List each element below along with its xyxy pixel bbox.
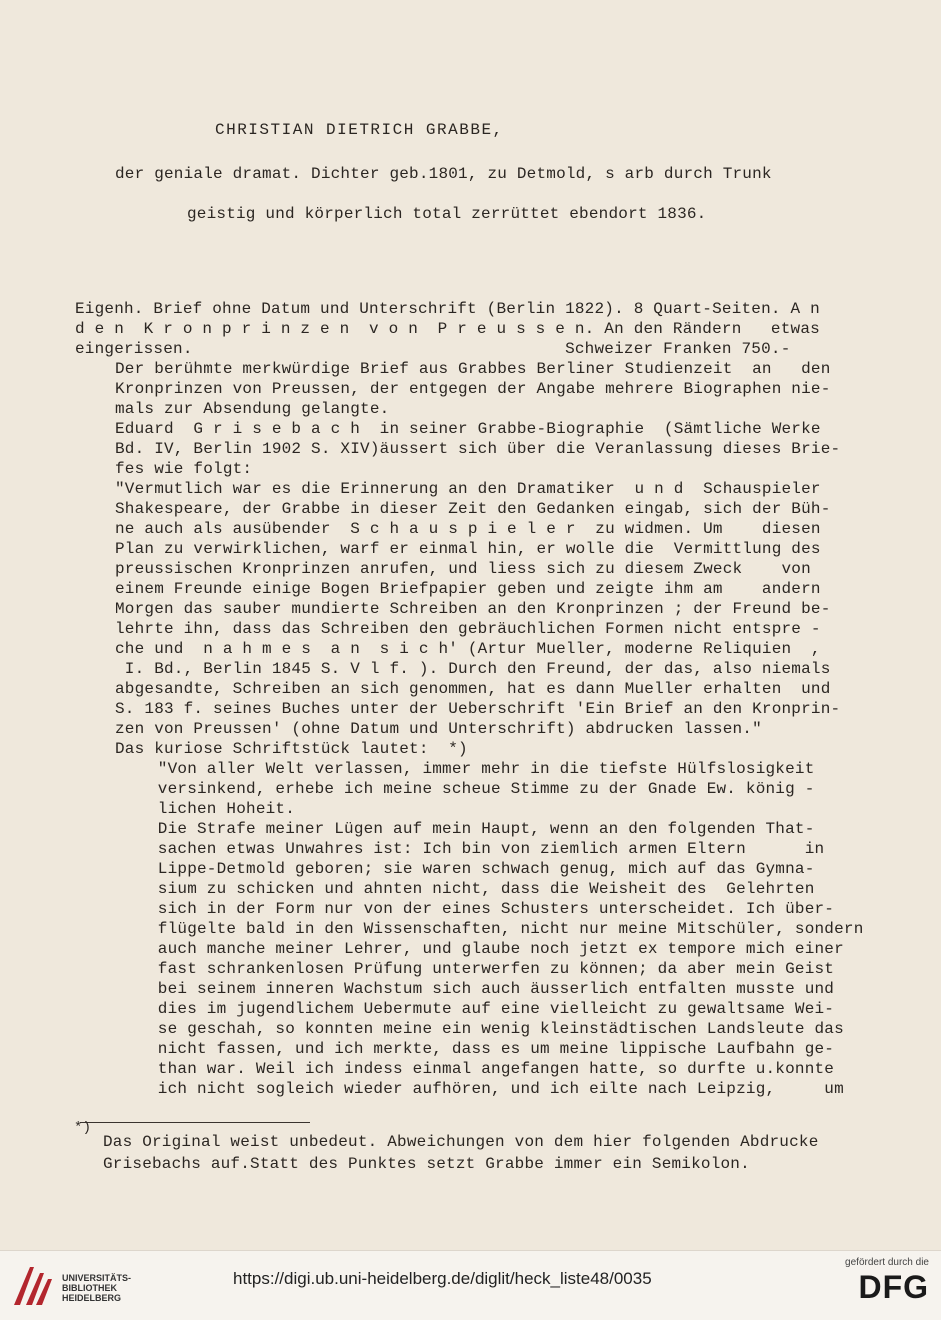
body-line: auch manche meiner Lehrer, und glaube noch jetzt ex tempore mich einer bbox=[148, 940, 844, 958]
document-title: CHRISTIAN DIETRICH GRABBE, bbox=[215, 121, 504, 139]
body-line: fast schrankenlosen Prüfung unterwerfen zu können; da aber mein Geist bbox=[148, 960, 835, 978]
body-line: einem Freunde einige Bogen Briefpapier geben und zeigte ihm am andern bbox=[115, 580, 821, 598]
subtitle-line-1: der geniale dramat. Dichter geb.1801, zu Detmold, s arb durch Trunk bbox=[115, 165, 772, 183]
body-line: Lippe-Detmold geboren; sie waren schwach genug, mich auf das Gymna- bbox=[148, 860, 815, 878]
dfg-logo[interactable]: DFG bbox=[858, 1269, 929, 1305]
body-line: Eduard G r i s e b a c h in seiner Grabbe-Biographie (Sämtliche Werke bbox=[115, 420, 821, 438]
body-line: "Vermutlich war es die Erinnerung an den Dramatiker u n d Schauspieler bbox=[115, 480, 821, 498]
body-line: S. 183 f. seines Buches unter der Ueberschrift 'Ein Brief an den Kronprin- bbox=[115, 700, 841, 718]
library-seal-icon bbox=[10, 1261, 54, 1311]
body-line: Bd. IV, Berlin 1902 S. XIV)äussert sich über die Veranlassung dieses Brie- bbox=[115, 440, 841, 458]
body-line: che und n a h m e s a n s i c h' (Artur Mueller, moderne Reliquien , bbox=[115, 640, 821, 658]
body-line: Kronprinzen von Preussen, der entgegen der Angabe mehrere Biographen nie- bbox=[115, 380, 831, 398]
body-line: sium zu schicken und ahnten nicht, dass die Weisheit des Gelehrten bbox=[148, 880, 815, 898]
body-line: versinkend, erhebe ich meine scheue Stimme zu der Gnade Ew. könig - bbox=[148, 780, 815, 798]
funding-caption: gefördert durch die bbox=[845, 1257, 929, 1268]
body-line: d e n K r o n p r i n z e n v o n P r e u s s e n. An den Rändern etwas bbox=[75, 320, 820, 338]
funder-block bbox=[829, 1257, 929, 1315]
body-line: preussischen Kronprinzen anrufen, und liess sich zu diesem Zweck von bbox=[115, 560, 811, 578]
body-line: Shakespeare, der Grabbe in dieser Zeit den Gedanken eingab, sich der Büh- bbox=[115, 500, 831, 518]
body-line: Plan zu verwirklichen, warf er einmal hin, er wolle die Vermittlung des bbox=[115, 540, 821, 558]
body-line: Der berühmte merkwürdige Brief aus Grabbes Berliner Studienzeit an den bbox=[115, 360, 831, 378]
body-line: I. Bd., Berlin 1845 S. V l f. ). Durch den Freund, der das, also niemals bbox=[115, 660, 831, 678]
body-line: zen von Preussen' (ohne Datum und Unterschrift) abdrucken lassen." bbox=[115, 720, 762, 738]
body-line: Eigenh. Brief ohne Datum und Unterschrift (Berlin 1822). 8 Quart-Seiten. A n bbox=[75, 300, 820, 318]
footnote-mark: *) bbox=[74, 1120, 92, 1136]
body-line: Das kuriose Schriftstück lautet: *) bbox=[115, 740, 468, 758]
body-line: sachen etwas Unwahres ist: Ich bin von ziemlich armen Eltern in bbox=[148, 840, 825, 858]
body-line: "Von aller Welt verlassen, immer mehr in die tiefste Hülfslosigkeit bbox=[148, 760, 815, 778]
footnote-rule bbox=[80, 1122, 310, 1123]
body-line: Die Strafe meiner Lügen auf mein Haupt, wenn an den folgenden That- bbox=[148, 820, 815, 838]
body-line: lichen Hoheit. bbox=[148, 800, 296, 818]
subtitle-line-2: geistig und körperlich total zerrüttet ebendort 1836. bbox=[187, 205, 707, 223]
body-line: se geschah, so konnten meine ein wenig kleinstädtischen Landsleute das bbox=[148, 1020, 844, 1038]
footnote-line-2: Grisebachs auf.Statt des Punktes setzt Grabbe immer ein Semikolon. bbox=[103, 1155, 750, 1173]
body-line: Morgen das sauber mundierte Schreiben an den Kronprinzen ; der Freund be- bbox=[115, 600, 831, 618]
body-line: mals zur Absendung gelangte. bbox=[115, 400, 390, 418]
body-line: bei seinem inneren Wachstum sich auch äusserlich entfalten musste und bbox=[148, 980, 835, 998]
body-line: fes wie folgt: bbox=[115, 460, 253, 478]
body-line: sich in der Form nur von der eines Schusters unterscheidet. Ich über- bbox=[148, 900, 835, 918]
body-line: eingerissen. Schweizer Franken 750.- bbox=[75, 340, 791, 358]
body-line: flügelte bald in den Wissenschaften, nicht nur meine Mitschüler, sondern bbox=[148, 920, 864, 938]
body-line: ne auch als ausübender S c h a u s p i e l e r zu widmen. Um diesen bbox=[115, 520, 821, 538]
body-line: nicht fassen, und ich merkte, dass es um meine lippische Laufbahn ge- bbox=[148, 1040, 835, 1058]
viewer-footer bbox=[0, 1250, 941, 1320]
body-line: than war. Weil ich indess einmal angefangen hatte, so durfte u.konnte bbox=[148, 1060, 835, 1078]
footnote-line-1: Das Original weist unbedeut. Abweichungen von dem hier folgenden Abdrucke bbox=[103, 1133, 819, 1151]
body-line: abgesandte, Schreiben an sich genommen, hat es dann Mueller erhalten und bbox=[115, 680, 831, 698]
institution-name: UNIVERSITÄTS- BIBLIOTHEK HEIDELBERG bbox=[62, 1273, 132, 1303]
body-line: dies im jugendlichem Uebermute auf eine vielleicht zu gewaltsame Wei- bbox=[148, 1000, 835, 1018]
body-line: ich nicht sogleich wieder aufhören, und ich eilte nach Leipzig, um bbox=[148, 1080, 844, 1098]
body-line: lehrte ihn, dass das Schreiben den gebräuchlichen Formen nicht entspre - bbox=[115, 620, 821, 638]
page-url[interactable]: https://digi.ub.uni-heidelberg.de/diglit/heck_liste48/0035 bbox=[233, 1269, 652, 1288]
ub-heidelberg-logo[interactable] bbox=[10, 1261, 160, 1311]
